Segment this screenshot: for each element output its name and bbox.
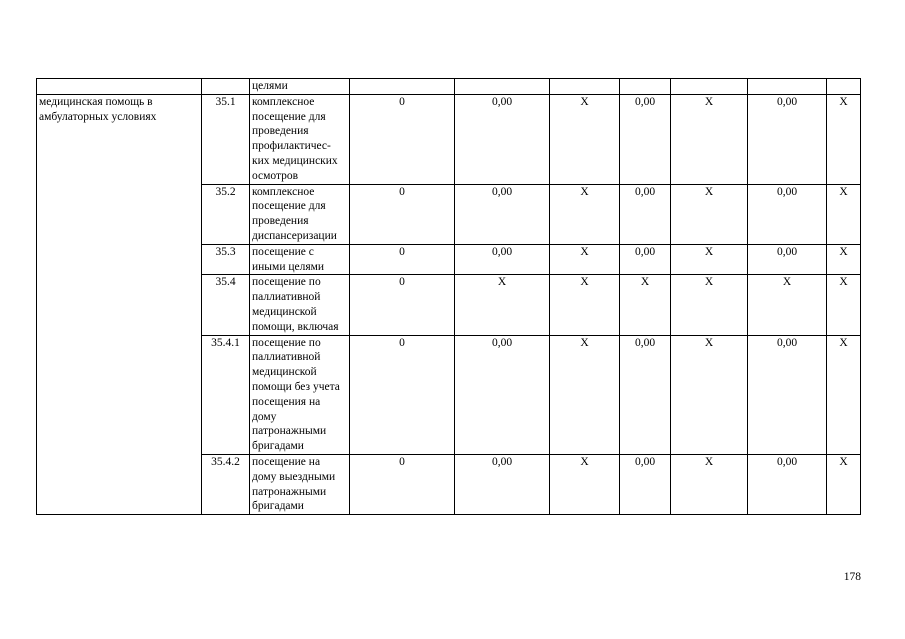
- value-cell: X: [671, 94, 748, 184]
- value-cell: X: [671, 244, 748, 275]
- value-cell: 0,00: [455, 184, 550, 244]
- value-cell: X: [550, 454, 620, 514]
- value-cell: X: [827, 335, 861, 454]
- value-cell: 0,00: [748, 335, 827, 454]
- value-cell: 0: [350, 454, 455, 514]
- row-number-cell: 35.4: [202, 275, 250, 335]
- value-cell: 0,00: [620, 244, 671, 275]
- value-cell: 0,00: [748, 94, 827, 184]
- row-name-cell: целями: [250, 79, 350, 95]
- section-label-cell: медицинская помощь в амбулаторных условиях: [37, 94, 202, 514]
- value-cell: 0,00: [620, 454, 671, 514]
- value-cell: X: [671, 454, 748, 514]
- value-cell: [350, 79, 455, 95]
- section-cell-empty: [37, 79, 202, 95]
- value-cell: X: [671, 275, 748, 335]
- medical-care-table: [36, 78, 861, 515]
- value-cell: 0,00: [455, 335, 550, 454]
- value-cell: [550, 79, 620, 95]
- row-name-cell: посещение на дому выездными патронажными бригадами: [250, 454, 350, 514]
- value-cell: 0,00: [455, 454, 550, 514]
- value-cell: 0: [350, 335, 455, 454]
- value-cell: 0,00: [620, 184, 671, 244]
- value-cell: [671, 79, 748, 95]
- value-cell: X: [550, 244, 620, 275]
- value-cell: 0: [350, 244, 455, 275]
- value-cell: X: [827, 244, 861, 275]
- row-number-cell: 35.3: [202, 244, 250, 275]
- value-cell: X: [827, 275, 861, 335]
- row-name-cell: комплексное посещение для проведения профилактичес-ких медицинских осмотров: [250, 94, 350, 184]
- value-cell: 0: [350, 184, 455, 244]
- value-cell: X: [550, 275, 620, 335]
- table-row: [37, 94, 861, 184]
- value-cell: X: [550, 184, 620, 244]
- value-cell: 0: [350, 94, 455, 184]
- value-cell: X: [748, 275, 827, 335]
- row-name-cell: посещение по паллиативной медицинской помощи, включая: [250, 275, 350, 335]
- value-cell: [748, 79, 827, 95]
- row-name-cell: комплексное посещение для проведения диспансеризации: [250, 184, 350, 244]
- value-cell: 0,00: [748, 454, 827, 514]
- row-number-cell: [202, 79, 250, 95]
- row-number-cell: 35.1: [202, 94, 250, 184]
- value-cell: 0,00: [748, 244, 827, 275]
- value-cell: X: [550, 94, 620, 184]
- value-cell: [620, 79, 671, 95]
- value-cell: X: [827, 454, 861, 514]
- value-cell: 0,00: [455, 94, 550, 184]
- value-cell: X: [671, 335, 748, 454]
- value-cell: X: [455, 275, 550, 335]
- row-name-cell: посещение по паллиативной медицинской помощи без учета посещения на дому патронажными бригадами: [250, 335, 350, 454]
- value-cell: X: [827, 184, 861, 244]
- value-cell: X: [671, 184, 748, 244]
- value-cell: 0,00: [748, 184, 827, 244]
- value-cell: X: [827, 94, 861, 184]
- row-number-cell: 35.4.2: [202, 454, 250, 514]
- table-row-continued: [37, 79, 861, 95]
- value-cell: 0,00: [620, 335, 671, 454]
- value-cell: 0,00: [455, 244, 550, 275]
- value-cell: X: [550, 335, 620, 454]
- value-cell: 0,00: [620, 94, 671, 184]
- value-cell: X: [620, 275, 671, 335]
- value-cell: [827, 79, 861, 95]
- value-cell: [455, 79, 550, 95]
- page-number: 178: [843, 571, 861, 583]
- row-name-cell: посещение с иными целями: [250, 244, 350, 275]
- row-number-cell: 35.4.1: [202, 335, 250, 454]
- row-number-cell: 35.2: [202, 184, 250, 244]
- value-cell: 0: [350, 275, 455, 335]
